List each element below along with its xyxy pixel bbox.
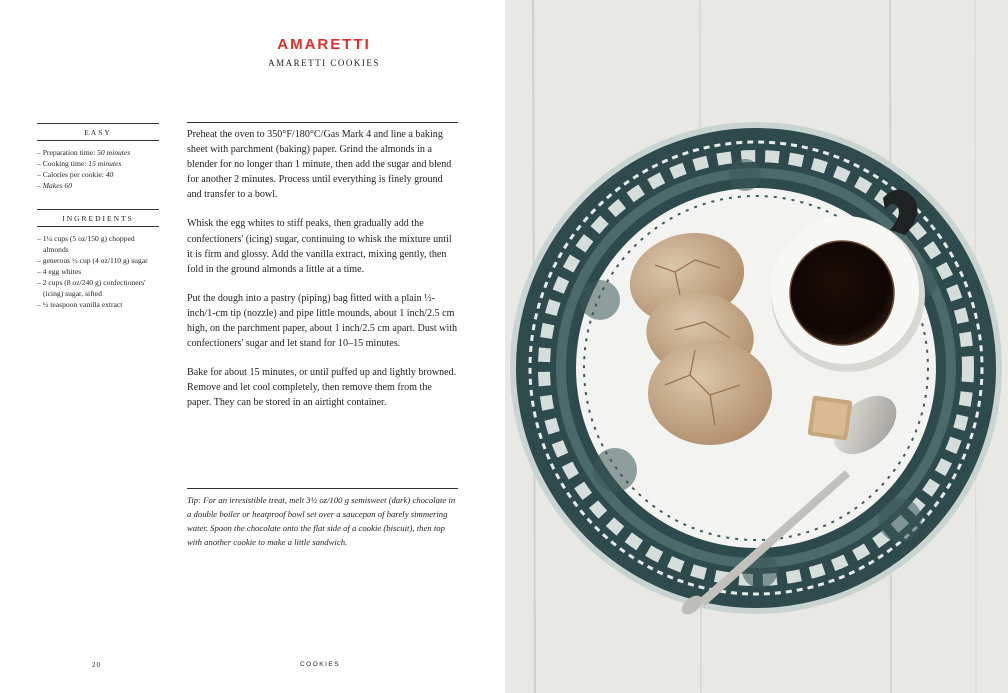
info-prep-time: – Preparation time: 50 minutes	[37, 148, 131, 157]
info-calories: – Calories per cookie: 40	[37, 170, 114, 179]
method-text	[187, 122, 458, 425]
ingredient-item: – 4 egg whites	[37, 267, 82, 276]
page-number: 20	[92, 661, 101, 669]
recipe-sidebar	[37, 123, 159, 310]
method-step-3: Put the dough into a pastry (piping) bag fitted with a plain ½-inch/1-cm tip (nozzle) and pipe little mounds, about 1 inch/2.5 cm high, on the parchment paper, about 1 inch/2.5 cm apart. Dust with confectioners' sugar and let stand for 10–15 minutes.	[187, 292, 458, 350]
ingredient-item: – 2 cups (8 oz/240 g) confectioners' (icing) sugar, sifted	[37, 278, 146, 298]
ingredient-item: – ½ teaspoon vanilla extract	[37, 300, 123, 309]
info-yield: – Makes 60	[37, 181, 73, 190]
sugar-cube	[807, 395, 852, 440]
ingredients-list	[37, 233, 159, 310]
method-step-2: Whisk the egg whites to stiff peaks, then gradually add the confectioners' (icing) sugar, continuing to whisk the mixture until it is firm and glossy. Add the vanilla extract, mixing gently, then fold in the ground almonds a little at a time.	[187, 218, 452, 275]
difficulty-heading: EASY	[37, 123, 159, 141]
recipe-title: AMARETTI	[277, 36, 371, 53]
info-cooking-time: – Cooking time: 15 minutes	[37, 159, 122, 168]
method-step-4: Bake for about 15 minutes, or until puffed up and lightly browned. Remove and let cool completely, then remove them from the paper. They can be stored in an airtight container.	[187, 367, 457, 409]
method-step-1: Preheat the oven to 350°F/180°C/Gas Mark 4 and line a baking sheet with parchment (baking) paper. Grind the almonds in a blender for no longer than 1 minute, then add the sugar and blend for another 2 minutes. Process until everything is finely ground and transfer to a bowl.	[187, 129, 452, 201]
amaretti-photo	[505, 0, 1008, 693]
ingredients-block	[37, 209, 159, 310]
recipe-tip: Tip: For an irresistible treat, melt 3½ oz/100 g semisweet (dark) chocolate in a double boiler or heatproof bowl set over a saucepan of barely simmering water. Spoon the chocolate onto the flat side of a cookie (biscuit), then top with another cookie to make a little sandwich.	[187, 488, 458, 549]
ingredients-heading: INGREDIENTS	[37, 209, 159, 227]
section-name: COOKIES	[299, 661, 341, 668]
ingredient-item: – generous ½ cup (4 oz/110 g) sugar	[37, 256, 148, 265]
ingredient-item: – 1¼ cups (5 oz/150 g) chopped almonds	[37, 234, 135, 254]
recipe-info-list	[37, 147, 159, 191]
recipe-subtitle: AMARETTI COOKIES	[268, 58, 380, 68]
